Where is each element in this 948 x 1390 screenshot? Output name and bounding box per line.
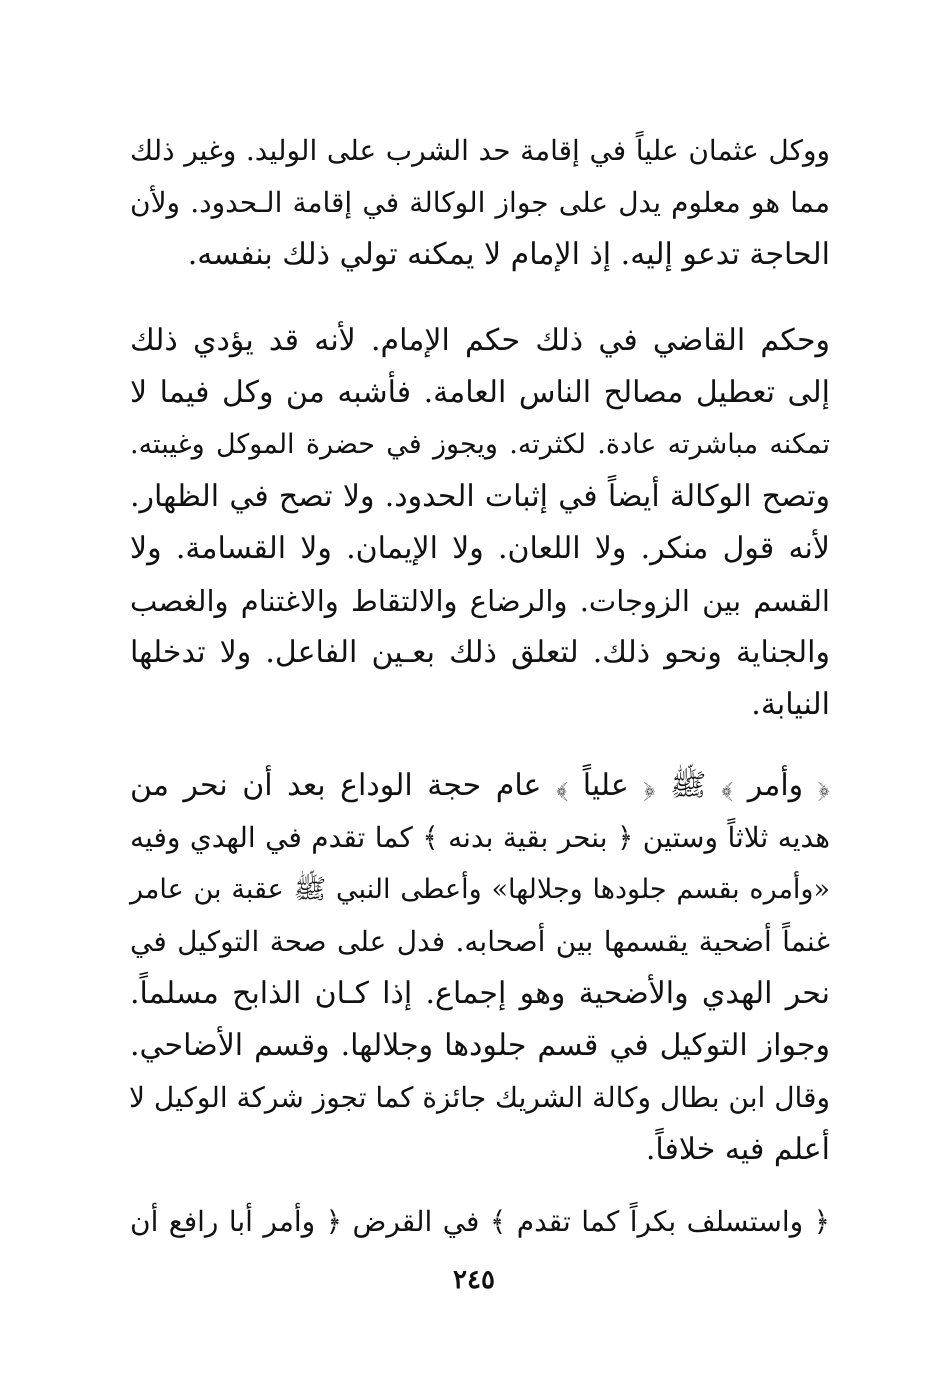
text-line: ووكل عثمان علياً في إقامة حد الشرب على الوليد. وغير ذلك xyxy=(130,134,830,167)
text-line: ﴿ واستسلف بكراً كما تقدم ﴾ في القرض ﴿ وأمر أبا رافع أن xyxy=(130,1205,830,1238)
text-line: أعلم فيه خلافاً. xyxy=(645,1132,830,1167)
paragraph-2 xyxy=(130,315,830,731)
text-line: هديه ثلاثاً وستين ﴿ بنحر بقية بدنه ﴾ كما تقدم في الهدي وفيه xyxy=(130,821,830,854)
text-line: القسم بين الزوجات. والرضاع والالتقاط والاغتنام والغصب xyxy=(130,584,830,618)
text-line: تمكنه مباشرته عادة. لكثرته. ويجوز في حضرة الموكل وغيبته. xyxy=(130,429,830,460)
text-line: مما هو معلوم يدل على جواز الوكالة في إقامة الـحدود. ولأن xyxy=(130,186,830,219)
paragraph-4 xyxy=(130,1196,830,1248)
text-line: وتصح الوكالة أيضاً في إثبات الحدود. ولا تصح في الظهار. xyxy=(130,479,830,514)
paragraph-1 xyxy=(130,125,830,281)
text-line: ﴿ وأمر ﴾ ﷺ ﴿ علياً ﴾ عام حجة الوداع بعد أن نحر من xyxy=(130,768,830,803)
text-line: غنماً أضحية يقسمها بين أصحابه. فدل على صحة التوكيل في xyxy=(130,925,830,958)
page-number: ٢٤٥ xyxy=(453,1265,495,1295)
text-line: «وأمره بقسم جلودها وجلالها» وأعطى النبي ﷺ عقبة بن عامر xyxy=(130,874,830,905)
text-line: وقال ابن بطال وكالة الشريك جائزة كما تجوز شركة الوكيل لا xyxy=(129,1081,830,1114)
text-line: الحاجة تدعو إليه. إذ الإمام لا يمكنه تولي ذلك بنفسه. xyxy=(187,237,830,272)
text-line: نحر الهدي والأضحية وهو إجماع. إذا كـان الذابح مسلماً. xyxy=(130,976,830,1011)
text-line: وجواز التوكيل في قسم جلودها وجلالها. وقسم الأضاحي. xyxy=(130,1028,830,1063)
text-line: لأنه قول منكر. ولا اللعان. ولا الإيمان. ولا القسامة. ولا xyxy=(130,531,830,566)
text-line: النيابة. xyxy=(751,687,830,722)
text-line: إلى تعطيل مصالح الناس العامة. فأشبه من وكل فيما لا xyxy=(130,375,830,410)
text-line: والجناية ونحو ذلك. لتعلق ذلك بعـين الفاعل. ولا تدخلها xyxy=(130,635,830,670)
text-line: وحكم القاضي في ذلك حكم الإمام. لأنه قد يؤدي ذلك xyxy=(130,323,830,358)
paragraph-3 xyxy=(130,760,830,1176)
